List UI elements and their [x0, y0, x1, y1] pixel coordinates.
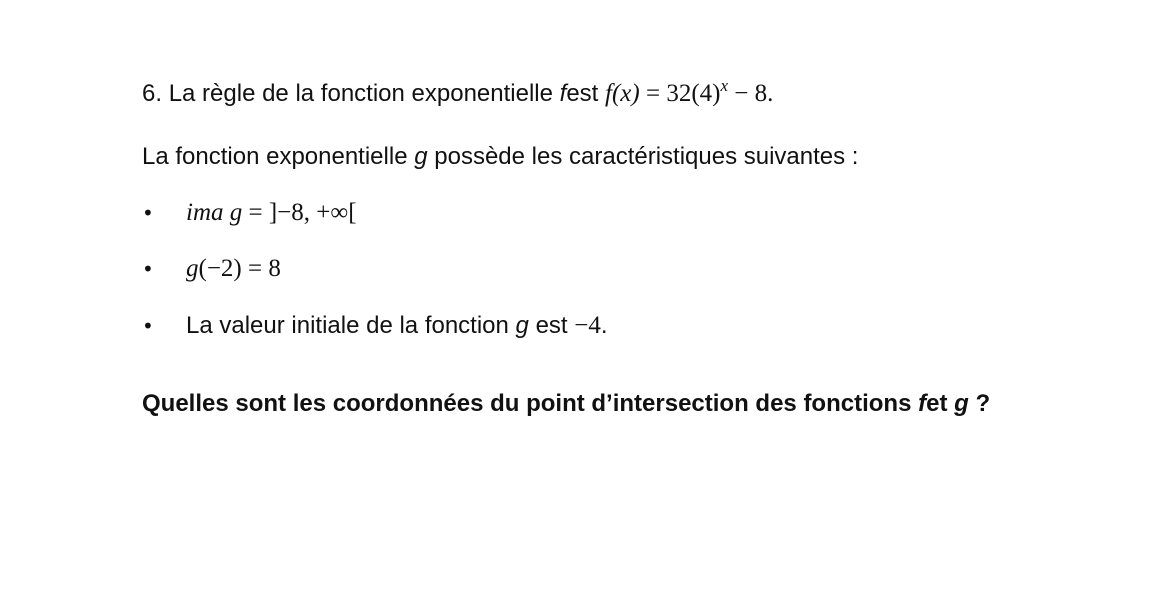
- problem-statement-line: [142, 78, 773, 110]
- question-f-name: f: [918, 390, 927, 417]
- bullet-item-point: [142, 253, 281, 285]
- range-formula: [186, 197, 357, 229]
- range-value: = ]−8, +∞[: [248, 199, 357, 226]
- question-g-name: g: [954, 390, 969, 417]
- g-sentence-end: possède les caractéristiques suivantes :: [434, 143, 859, 170]
- bullet-marker: •: [142, 201, 154, 225]
- function-f-name: f: [559, 80, 567, 107]
- question-et: et: [926, 390, 948, 417]
- equals-sign: =: [645, 80, 661, 107]
- initial-value-period: .: [600, 312, 608, 339]
- initial-value-est: est: [535, 312, 568, 339]
- bullet-marker: •: [142, 257, 154, 281]
- point-value: (−2) = 8: [198, 255, 281, 282]
- f-rule-formula: [605, 76, 774, 107]
- initial-value-start: La valeur initiale de la fonction: [186, 312, 509, 339]
- g-sentence-start: La fonction exponentielle: [142, 143, 408, 170]
- point-function-name: g: [186, 255, 199, 282]
- f-base-coefficient: 32(4): [666, 80, 721, 107]
- question-start: Quelles sont les coordonnées du point d’intersection des fonctions: [142, 390, 912, 417]
- bullet-item-range: [142, 197, 357, 229]
- point-formula: [186, 253, 281, 285]
- question-mark: ?: [975, 390, 991, 417]
- bullet-item-initial-value: [142, 310, 608, 342]
- initial-value-number: −4: [574, 312, 601, 339]
- est-word: est: [566, 80, 599, 107]
- question-line: [142, 388, 990, 420]
- initial-value-g-name: g: [515, 312, 529, 339]
- f-tail: − 8.: [734, 80, 774, 107]
- function-g-name: g: [414, 143, 428, 170]
- f-lhs: f(x): [605, 80, 640, 107]
- f-exponent: x: [720, 76, 729, 95]
- bullet-marker: •: [142, 314, 154, 338]
- intro-text: La règle de la fonction exponentielle: [168, 80, 553, 107]
- g-description-line: [142, 141, 858, 173]
- problem-number: 6.: [142, 80, 163, 107]
- range-label: ima g: [186, 199, 243, 226]
- initial-value-text: [186, 310, 608, 342]
